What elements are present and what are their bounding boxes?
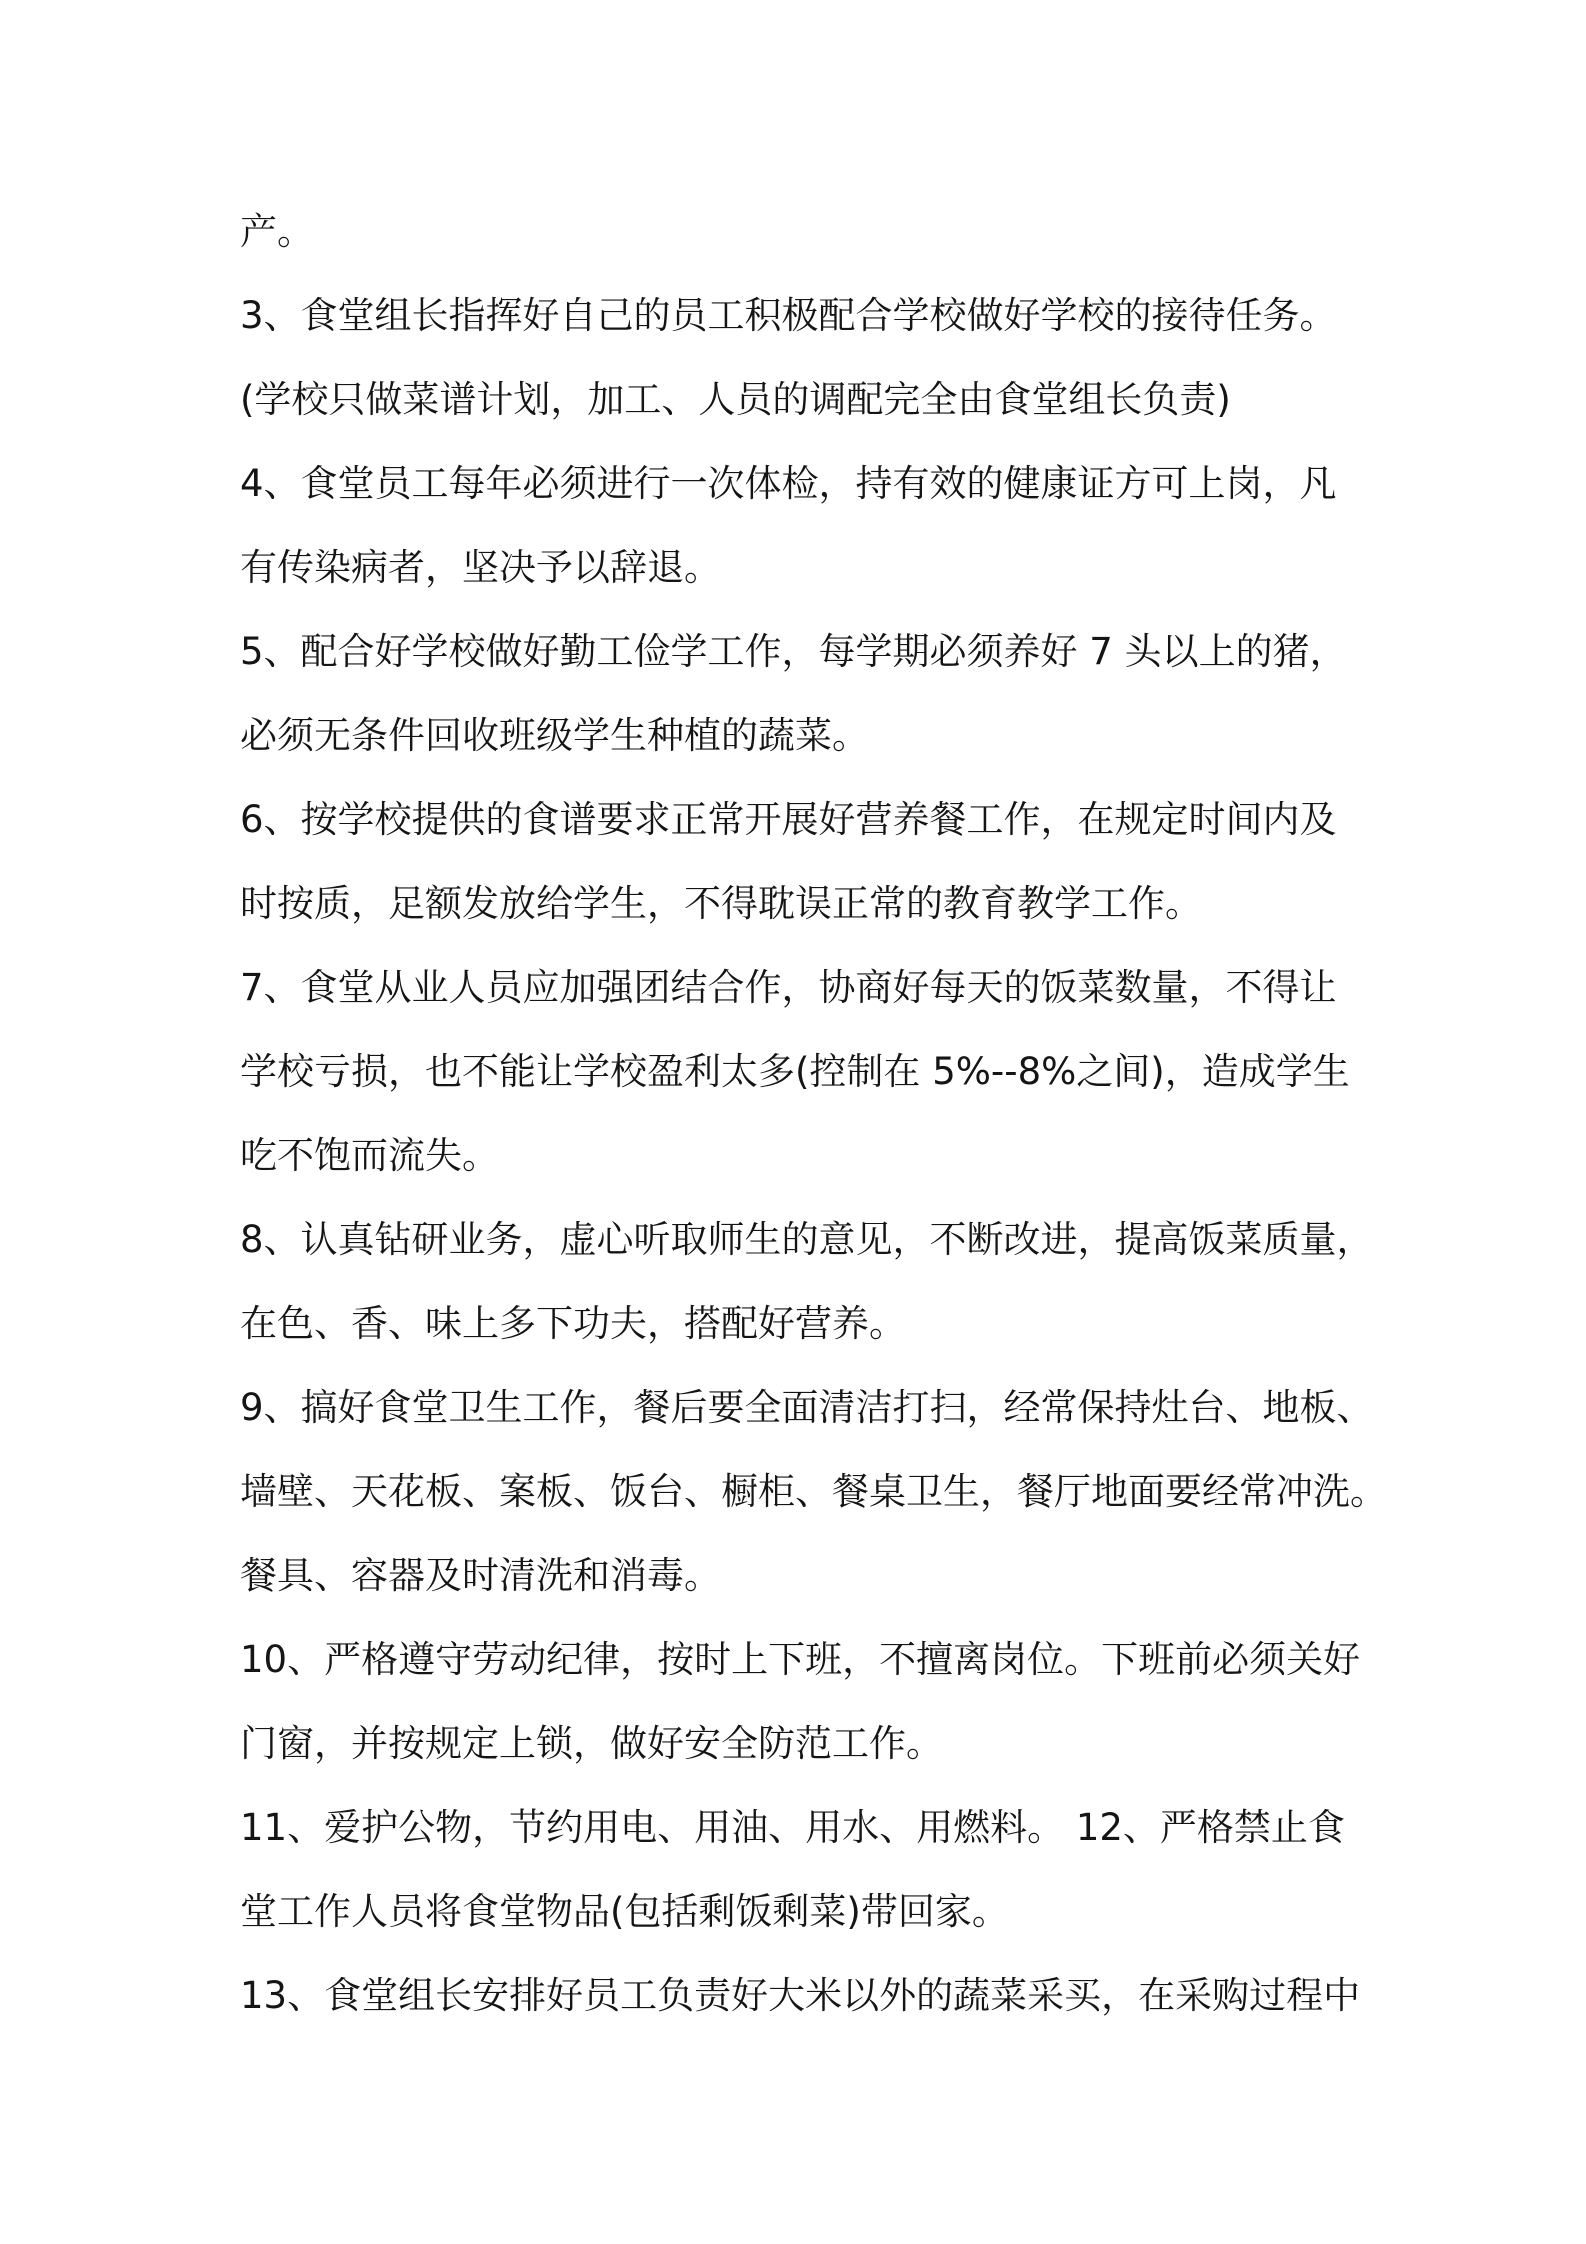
text-line: 7、食堂从业人员应加强团结合作，协商好每天的饭菜数量，不得让: [240, 966, 1337, 1009]
text-line: 10、严格遵守劳动纪律，按时上下班，不擅离岗位。下班前必须关好: [240, 1638, 1361, 1681]
text-line: 4、食堂员工每年必须进行一次体检，持有效的健康证方可上岗，凡: [240, 462, 1337, 505]
text-line: 5、配合好学校做好勤工俭学工作，每学期必须养好 7 头以上的猪，: [240, 630, 1347, 673]
document-body: [240, 190, 1390, 2038]
text-line: 3、食堂组长指挥好自己的员工积极配合学校做好学校的接待任务。: [240, 294, 1337, 337]
text-line: 9、搞好食堂卫生工作，餐后要全面清洁打扫，经常保持灶台、地板、: [240, 1386, 1374, 1429]
text-line: 必须无条件回收班级学生种植的蔬菜。: [240, 714, 869, 757]
text-line: 在色、香、味上多下功夫，搭配好营养。: [240, 1302, 906, 1345]
text-line: 6、按学校提供的食谱要求正常开展好营养餐工作，在规定时间内及: [240, 798, 1337, 841]
text-line: 学校亏损，也不能让学校盈利太多(控制在 5%--8%之间)，造成学生: [240, 1050, 1350, 1093]
text-line: 13、食堂组长安排好员工负责好大米以外的蔬菜采买，在采购过程中: [240, 1974, 1361, 2017]
text-line: 吃不饱而流失。: [240, 1134, 499, 1177]
text-line: 时按质，足额发放给学生，不得耽误正常的教育教学工作。: [240, 882, 1202, 925]
text-line: 门窗，并按规定上锁，做好安全防范工作。: [240, 1722, 943, 1765]
text-line: 11、爱护公物，节约用电、用油、用水、用燃料。 12、严格禁止食: [240, 1806, 1345, 1849]
text-line: 餐具、容器及时清洗和消毒。: [240, 1554, 721, 1597]
text-line: 墙壁、天花板、案板、饭台、橱柜、餐桌卫生，餐厅地面要经常冲洗。: [240, 1470, 1387, 1513]
text-line: (学校只做菜谱计划，加工、人员的调配完全由食堂组长负责): [240, 378, 1231, 421]
text-line: 8、认真钻研业务，虚心听取师生的意见，不断改进，提高饭菜质量，: [240, 1218, 1374, 1261]
text-line: 有传染病者，坚决予以辞退。: [240, 546, 721, 589]
text-line: 产。: [240, 210, 314, 253]
text-line: 堂工作人员将食堂物品(包括剩饭剩菜)带回家。: [240, 1890, 1009, 1933]
